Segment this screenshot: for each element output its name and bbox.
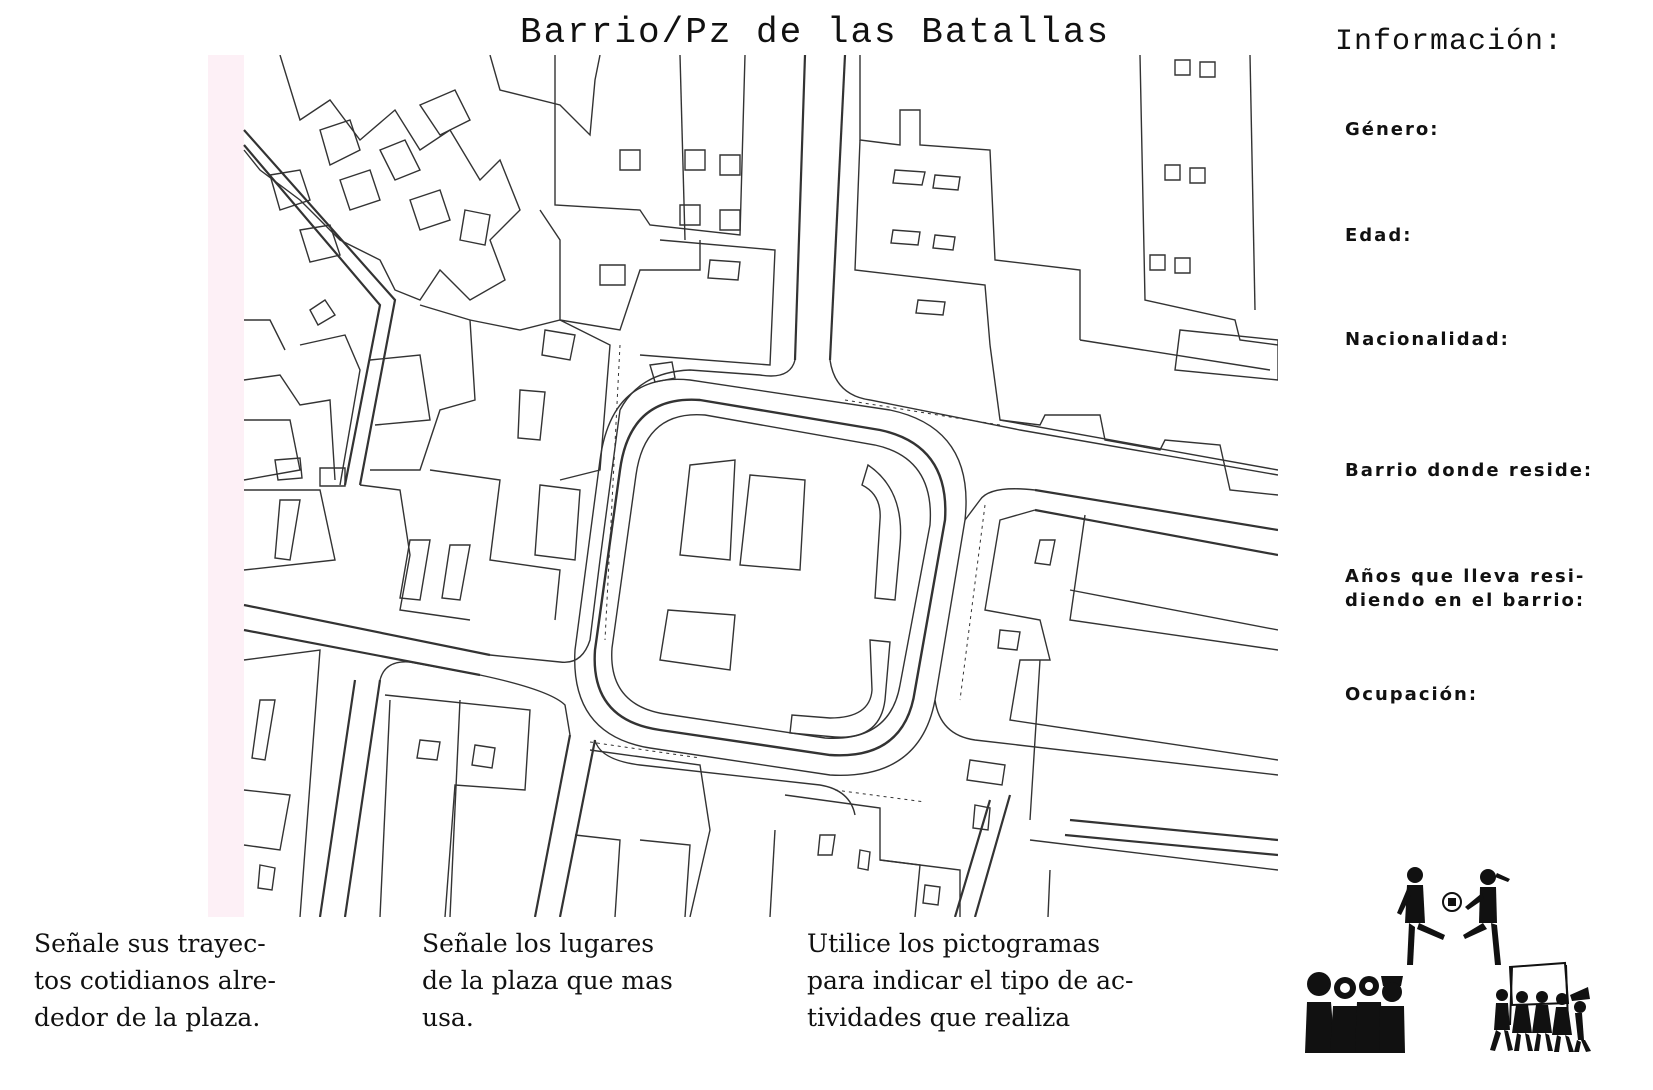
protest-march-icon[interactable] [1490, 955, 1595, 1055]
instruction-places: Señale los lugares de la plaza que mas usa. [422, 929, 673, 1032]
occupation-field-label: Ocupación: [1345, 684, 1479, 705]
gender-field-label: Género: [1345, 119, 1440, 140]
page-title: Barrio/Pz de las Batallas [520, 12, 1111, 53]
age-field-label: Edad: [1345, 225, 1413, 246]
nationality-field-label: Nacionalidad: [1345, 329, 1510, 350]
info-heading: Información: [1335, 25, 1564, 59]
instruction-routes: Señale sus trayec- tos cotidianos alre- dedor de la plaza. [34, 929, 276, 1032]
years-resident-field-label: Años que lleva resi- diendo en el barrio: [1345, 566, 1586, 611]
neighborhood-map[interactable] [208, 55, 1278, 917]
group-talking-icon[interactable] [1305, 968, 1405, 1053]
residence-field-label: Barrio donde reside: [1345, 460, 1594, 481]
instruction-pictograms: Utilice los pictogramas para indicar el tipo de ac- tividades que realiza [807, 929, 1134, 1032]
